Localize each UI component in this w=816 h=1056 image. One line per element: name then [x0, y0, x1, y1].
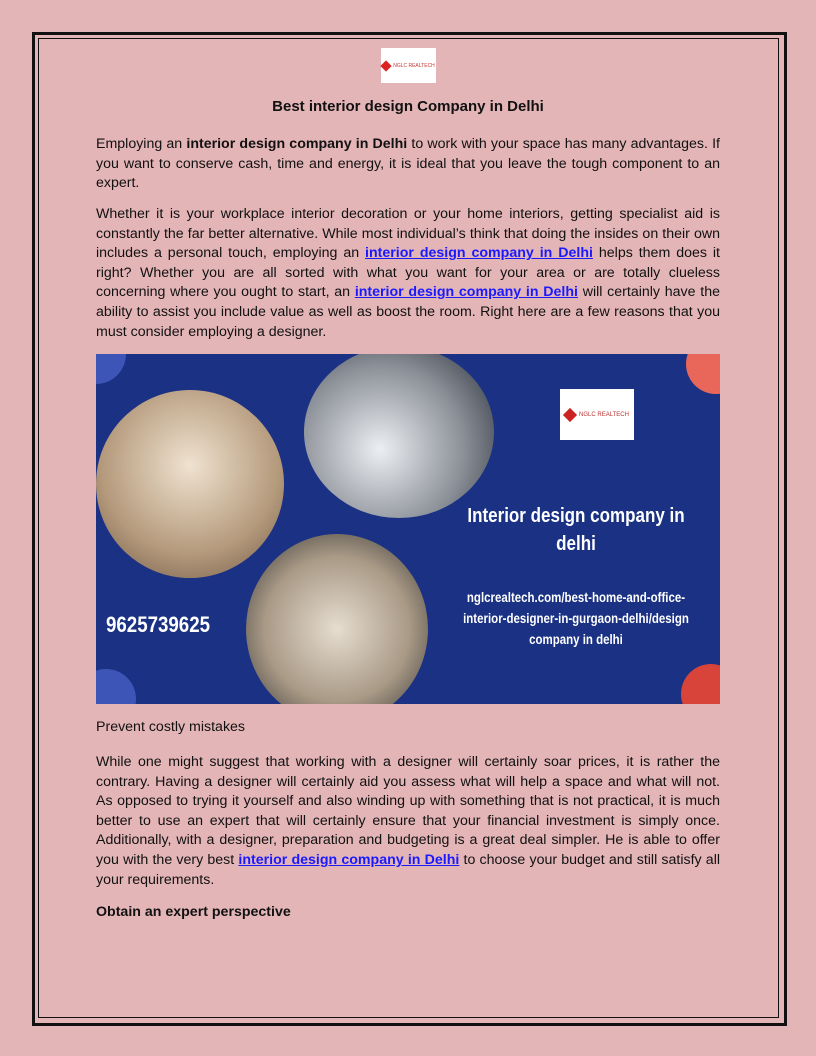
paragraph-3	[96, 753, 720, 890]
text: helps them does it right? Whether you are all sorted with what you want for your area or are totally clueless concerning where you ought to start, an	[96, 245, 720, 301]
text: to work with your space has many advantages. If you want to conserve cash, time and energy, it is ideal that you leave the tough component to an expert.	[96, 136, 720, 192]
living-room-photo	[304, 354, 494, 518]
banner-phone: 9625739625	[106, 612, 211, 637]
bold-text: interior design company in Delhi	[186, 136, 408, 152]
decor-circle	[96, 669, 136, 704]
banner-title: Interior design company in delhi	[467, 505, 685, 555]
section-heading: Obtain an expert perspective	[96, 904, 291, 920]
logo-text: NGLC REALTECH	[579, 411, 629, 418]
interior-design-link[interactable]: interior design company in Delhi	[238, 851, 460, 868]
logo-icon	[381, 60, 392, 71]
interior-design-link[interactable]: interior design company in Delhi	[365, 245, 593, 262]
text: to choose your budget and still satisfy all your requirements.	[96, 851, 720, 888]
page-title: Best interior design Company in Delhi	[272, 98, 544, 115]
paragraph-2	[96, 205, 720, 342]
banner-logo	[560, 389, 634, 440]
interior-design-link[interactable]: interior design company in Delhi	[354, 284, 578, 301]
logo-text: NGLC REALTECH	[393, 62, 435, 69]
text: While one might suggest that working with a designer will certainly soar prices, it is rather the contrary. Having a designer will certainly aid you assess what will help a space and what will not. As opposed to trying it yourself and also winding up with something that is not practical, it is much better to use an expert that will certainly ensure that your financial investment is simply once. Additionally, with a designer, preparation and budgeting is a great deal simpler. He is able to offer you with the very best	[96, 754, 720, 868]
intro-paragraph	[96, 135, 720, 194]
banner-url: nglcrealtech.com/best-home-and-office-interior-designer-in-gurgaon-delhi/design company in delhi	[463, 589, 689, 647]
decor-circle	[681, 664, 720, 704]
text: will certainly have the ability to assist you include value as well as boost the room. Right here are a few reasons that you must consider employing a designer.	[96, 284, 720, 340]
company-logo	[381, 48, 436, 83]
office-photo	[246, 534, 428, 704]
logo-icon	[563, 407, 577, 421]
promo-banner-image	[96, 354, 720, 704]
text: Whether it is your workplace interior decoration or your home interiors, getting specialist aid is constantly the far better alternative. While most individual’s think that doing the insides on their own includes a personal touch, employing an	[96, 206, 720, 262]
decor-circle	[96, 354, 126, 384]
section-heading: Prevent costly mistakes	[96, 719, 246, 735]
bedroom-photo	[96, 390, 284, 578]
decor-circle	[686, 354, 720, 394]
text: Employing an	[96, 136, 187, 152]
